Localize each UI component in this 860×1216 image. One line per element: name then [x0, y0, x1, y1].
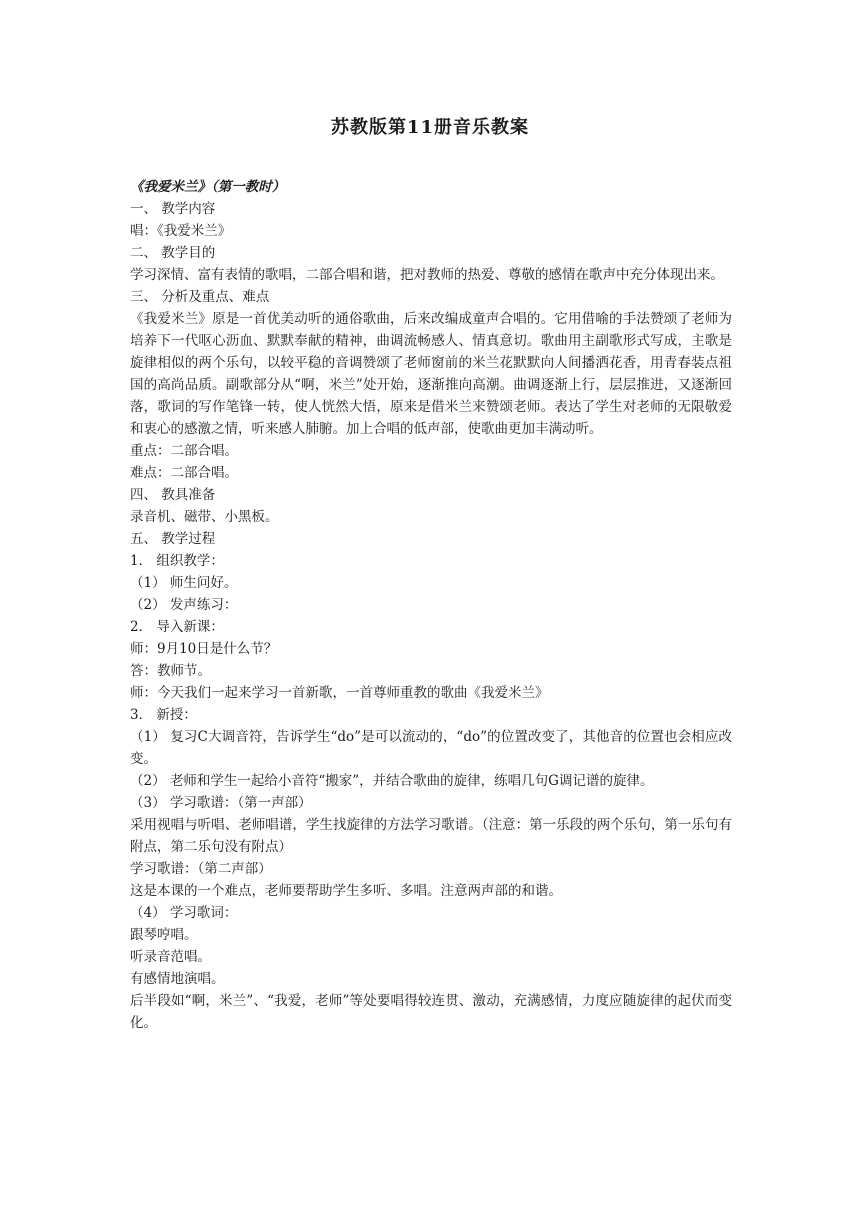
- paragraph: 采用视唱与听唱、老师唱谱，学生找旋律的方法学习歌谱。（注意：第一乐段的两个乐句，第一乐句有附点，第二乐句没有附点）: [130, 817, 732, 855]
- paragraph: 一、 教学内容: [130, 201, 216, 217]
- paragraph: 重点：二部合唱。: [130, 443, 238, 459]
- paragraph: （1） 师生问好。: [130, 575, 238, 591]
- lesson-title: 《我爱米兰》（第一教时）: [130, 179, 286, 195]
- paragraph: （2） 发声练习：: [130, 597, 238, 613]
- paragraph: 听录音范唱。: [130, 949, 211, 965]
- paragraph: 学习歌谱：（第二声部）: [130, 861, 272, 877]
- document-title: 苏教版第11册音乐教案: [330, 117, 530, 138]
- paragraph: 跟琴哼唱。: [130, 927, 198, 943]
- paragraph: （1） 复习C大调音符，告诉学生“do”是可以流动的，“do”的位置改变了，其他音的位置也会相应改变。: [130, 729, 732, 767]
- paragraph: 五、 教学过程: [130, 531, 216, 547]
- paragraph: 后半段如“啊，米兰”、“我爱，老师”等处要唱得较连贯、激动，充满感情，力度应随旋律的起伏而变化。: [130, 993, 732, 1031]
- paragraph: 有感情地演唱。: [130, 971, 225, 987]
- paragraph: 二、 教学目的: [130, 245, 216, 261]
- paragraph: 三、 分析及重点、难点: [130, 289, 270, 305]
- paragraph: 录音机、磁带、小黑板。: [130, 509, 279, 525]
- paragraph: （3） 学习歌谱：（第一声部）: [130, 795, 312, 811]
- paragraph: 2． 导入新课：: [130, 619, 224, 635]
- paragraph: 唱：《我爱米兰》: [130, 223, 232, 239]
- document-body: [130, 176, 732, 1034]
- paragraph: 《我爱米兰》原是一首优美动听的通俗歌曲，后来改编成童声合唱的。它用借喻的手法赞颂了老师为培养下一代呕心沥血、默默奉献的精神，曲调流畅感人、情真意切。歌曲用主副歌形式写成，主歌是旋律相似的两个乐句，以较平稳的音调赞颂了老师窗前的米兰花默默向人间播洒花香，用青春装点祖国的高尚品质。副歌部分从“啊，米兰”处开始，逐渐推向高潮。曲调逐渐上行，层层推进，又逐渐回落，歌词的写作笔锋一转，使人恍然大悟，原来是借米兰来赞颂老师。表达了学生对老师的无限敬爱和衷心的感激之情，听来感人肺腑。加上合唱的低声部，使歌曲更加丰满动听。: [130, 311, 732, 437]
- paragraph: 难点：二部合唱。: [130, 465, 238, 481]
- paragraph: 答：教师节。: [130, 663, 211, 679]
- paragraph: （2） 老师和学生一起给小音符“搬家”，并结合歌曲的旋律，练唱几句G调记谱的旋律。: [130, 773, 654, 789]
- paragraph: 1． 组织教学：: [130, 553, 224, 569]
- paragraph: 学习深情、富有表情的歌唱，二部合唱和谐，把对教师的热爱、尊敬的感情在歌声中充分体现出来。: [130, 267, 724, 283]
- paragraph: 这是本课的一个难点，老师要帮助学生多听、多唱。注意两声部的和谐。: [130, 883, 562, 899]
- paragraph: 3． 新授：: [130, 707, 197, 723]
- paragraph: 四、 教具准备: [130, 487, 216, 503]
- paragraph: 师：9月10日是什么节？: [130, 641, 278, 657]
- paragraph: （4） 学习歌词：: [130, 905, 238, 921]
- paragraph: 师：今天我们一起来学习一首新歌，一首尊师重教的歌曲《我爱米兰》: [130, 685, 549, 701]
